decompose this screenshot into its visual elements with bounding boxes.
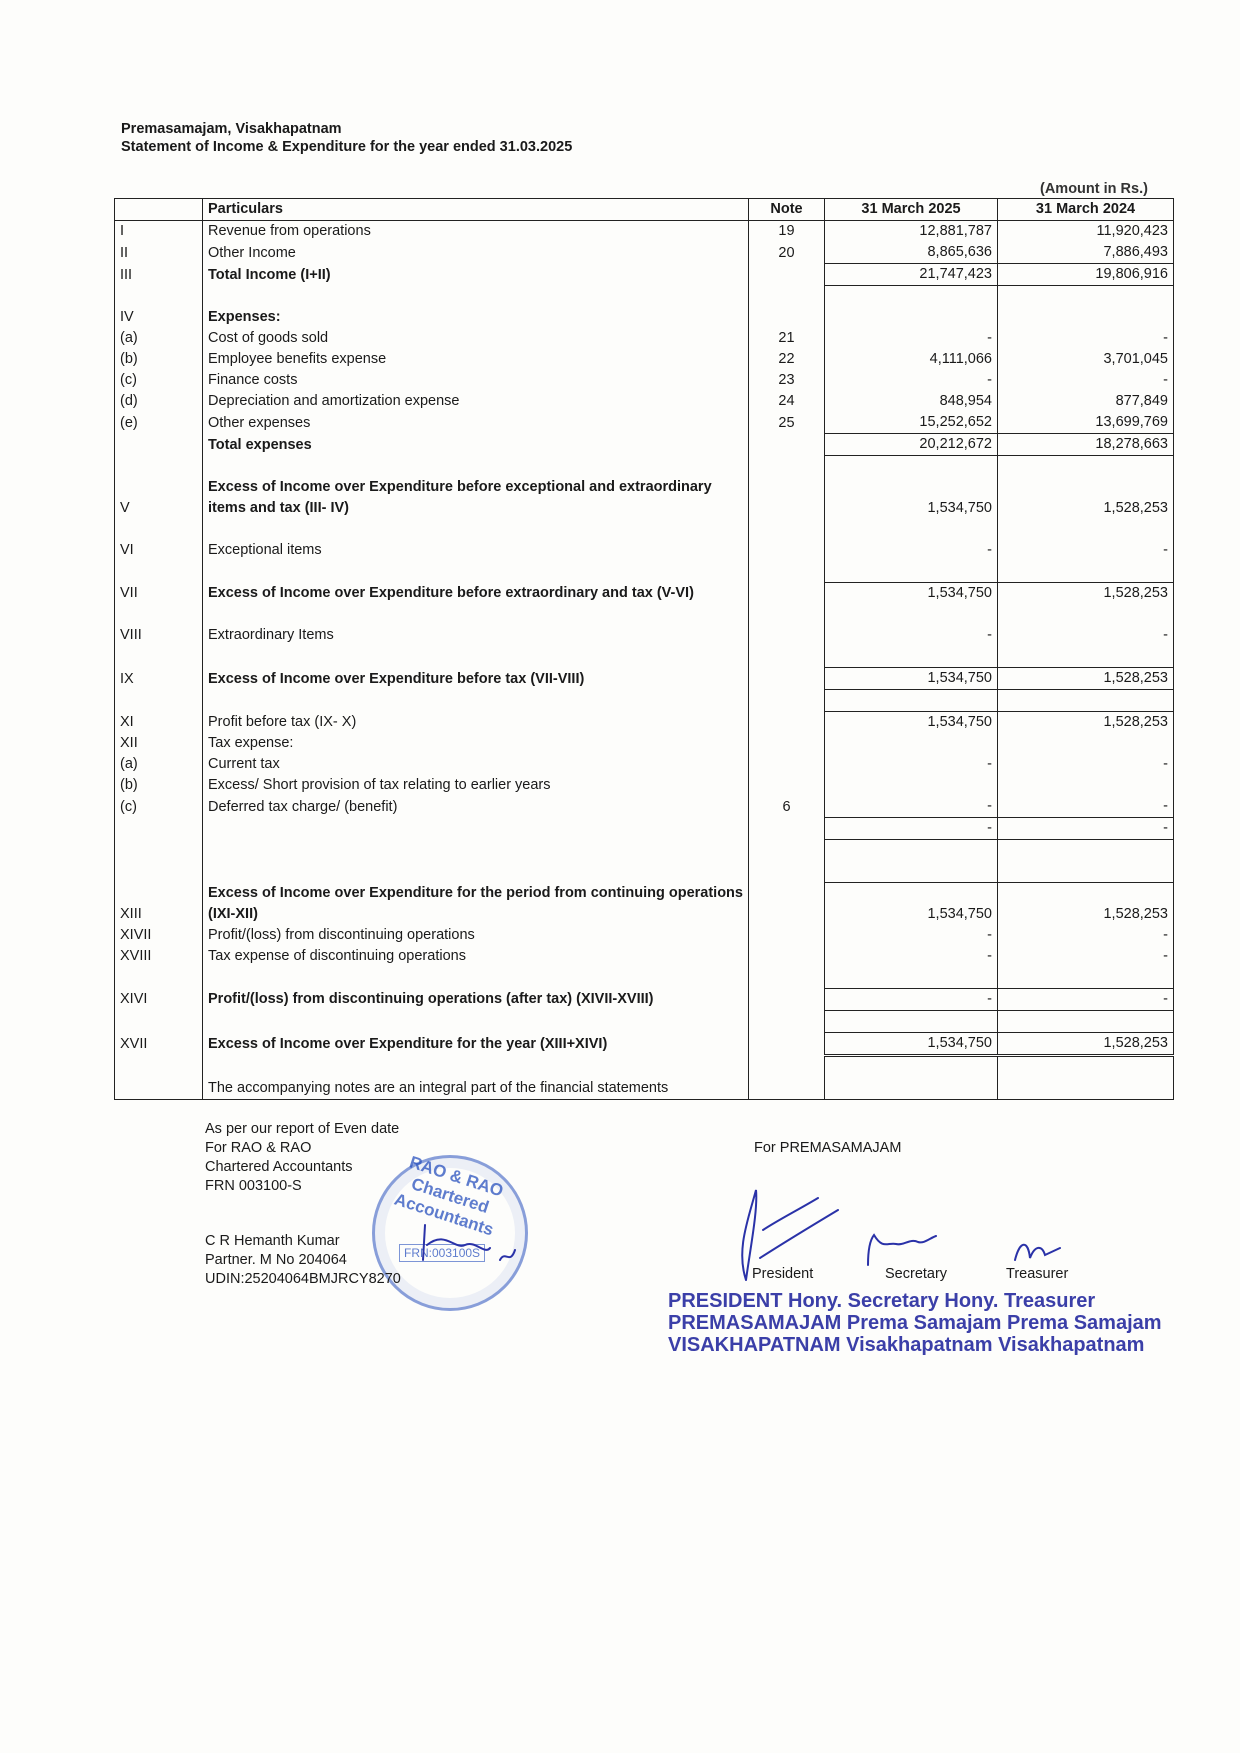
row-particulars: Extraordinary Items [203, 625, 749, 646]
row-particulars: Other expenses [203, 412, 749, 434]
row-amount-2024 [998, 1078, 1174, 1100]
row-note [749, 925, 825, 946]
row-particulars [203, 818, 749, 840]
row-note: 19 [749, 221, 825, 243]
row-amount-2024: 877,849 [998, 391, 1174, 412]
row-number: II [115, 242, 203, 264]
table-row [115, 583, 1174, 605]
table-row [115, 883, 1174, 925]
row-note [749, 818, 825, 840]
stamp-line-titles: PRESIDENT Hony. Secretary Hony. Treasurer [668, 1290, 1096, 1312]
table-row [115, 434, 1174, 456]
stamp-line-city: VISAKHAPATNAM Visakhapatnam Visakhapatnam [668, 1334, 1145, 1356]
row-note: 21 [749, 328, 825, 349]
row-amount-2024: - [998, 370, 1174, 391]
row-note [749, 754, 825, 775]
row-particulars: Excess of Income over Expenditure before extraordinary and tax (V-VI) [203, 583, 749, 605]
row-particulars: Cost of goods sold [203, 328, 749, 349]
row-particulars: Excess of Income over Expenditure for the period from continuing operations (IXI-XII) [203, 883, 749, 925]
row-amount-2025: 21,747,423 [825, 264, 998, 286]
row-note: 25 [749, 412, 825, 434]
row-note: 6 [749, 796, 825, 818]
spacer-row [115, 519, 1174, 540]
row-note [749, 988, 825, 1010]
auditor-report-line: As per our report of Even date [205, 1121, 400, 1137]
organization-name: Premasamajam, Visakhapatnam [121, 121, 342, 137]
row-particulars: Revenue from operations [203, 221, 749, 243]
row-amount-2024: - [998, 946, 1174, 967]
row-amount-2025: 1,534,750 [825, 477, 998, 519]
row-particulars: Tax expense of discontinuing operations [203, 946, 749, 967]
row-amount-2025: - [825, 754, 998, 775]
row-number: I [115, 221, 203, 243]
row-particulars: Expenses: [203, 307, 749, 328]
spacer-row [115, 1055, 1174, 1078]
row-amount-2025: - [825, 818, 998, 840]
row-number: XIVI [115, 988, 203, 1010]
table-row [115, 712, 1174, 734]
column-header-particulars: Particulars [203, 199, 749, 221]
auditor-membership: Partner. M No 204064 [205, 1252, 347, 1268]
row-amount-2024: 13,699,769 [998, 412, 1174, 434]
row-amount-2025: 12,881,787 [825, 221, 998, 243]
row-particulars: Profit/(loss) from discontinuing operations (after tax) (XIVII-XVIII) [203, 988, 749, 1010]
row-note: 24 [749, 391, 825, 412]
row-amount-2025 [825, 307, 998, 328]
row-note [749, 434, 825, 456]
row-number [115, 434, 203, 456]
document-header [121, 120, 572, 156]
row-note [749, 1078, 825, 1100]
table-header-row [115, 199, 1174, 221]
statement-title: Statement of Income & Expenditure for the year ended 31.03.2025 [121, 139, 573, 155]
table-row [115, 264, 1174, 286]
secretary-label: Secretary [885, 1266, 948, 1282]
spacer-row [115, 561, 1174, 583]
spacer-row [115, 967, 1174, 989]
treasurer-signature [1010, 1230, 1070, 1270]
row-amount-2024 [998, 733, 1174, 754]
row-particulars: Current tax [203, 754, 749, 775]
table-row [115, 733, 1174, 754]
table-row [115, 946, 1174, 967]
table-row [115, 221, 1174, 243]
row-amount-2024: 1,528,253 [998, 668, 1174, 690]
row-particulars: Exceptional items [203, 540, 749, 561]
row-amount-2025: 1,534,750 [825, 712, 998, 734]
row-amount-2025: - [825, 540, 998, 561]
seal-text: RAO & RAO Chartered Accountants [392, 1152, 506, 1240]
row-amount-2024 [998, 775, 1174, 796]
row-particulars: Profit/(loss) from discontinuing operations [203, 925, 749, 946]
table-row [115, 370, 1174, 391]
row-number: (b) [115, 775, 203, 796]
row-number: (a) [115, 328, 203, 349]
row-note [749, 883, 825, 925]
row-particulars: The accompanying notes are an integral part of the financial statements [203, 1078, 749, 1100]
row-particulars: Employee benefits expense [203, 349, 749, 370]
table-row [115, 412, 1174, 434]
row-note [749, 733, 825, 754]
row-number [115, 1078, 203, 1100]
row-amount-2024: - [998, 328, 1174, 349]
row-amount-2024: 19,806,916 [998, 264, 1174, 286]
row-amount-2025: - [825, 988, 998, 1010]
row-number: XIII [115, 883, 203, 925]
seal-frn: FRN:003100S [399, 1244, 485, 1262]
spacer-row [115, 690, 1174, 712]
row-note: 23 [749, 370, 825, 391]
row-number: VII [115, 583, 203, 605]
auditor-block [205, 1120, 401, 1289]
auditor-designation: Chartered Accountants [205, 1159, 353, 1175]
spacer-row [115, 861, 1174, 883]
row-number: XVIII [115, 946, 203, 967]
table-row [115, 1078, 1174, 1100]
row-particulars: Depreciation and amortization expense [203, 391, 749, 412]
table-row [115, 754, 1174, 775]
row-number: (d) [115, 391, 203, 412]
row-particulars: Excess/ Short provision of tax relating to earlier years [203, 775, 749, 796]
column-header-current-year: 31 March 2025 [825, 199, 998, 221]
auditor-partner-name: C R Hemanth Kumar [205, 1233, 340, 1249]
row-note: 20 [749, 242, 825, 264]
row-note [749, 946, 825, 967]
spacer-row [115, 286, 1174, 308]
table-row [115, 818, 1174, 840]
auditor-firm: For RAO & RAO [205, 1140, 312, 1156]
row-note [749, 540, 825, 561]
row-note [749, 264, 825, 286]
row-amount-2025 [825, 1078, 998, 1100]
row-number: (c) [115, 796, 203, 818]
row-amount-2025: - [825, 796, 998, 818]
row-amount-2025 [825, 775, 998, 796]
row-amount-2025: - [825, 925, 998, 946]
auditor-signature [415, 1220, 525, 1280]
row-number [115, 818, 203, 840]
table-row [115, 925, 1174, 946]
row-particulars: Finance costs [203, 370, 749, 391]
row-number: XVII [115, 1032, 203, 1055]
table-row [115, 477, 1174, 519]
row-amount-2024: 7,886,493 [998, 242, 1174, 264]
row-amount-2025: 20,212,672 [825, 434, 998, 456]
row-number: VIII [115, 625, 203, 646]
row-amount-2025: 4,111,066 [825, 349, 998, 370]
row-particulars: Excess of Income over Expenditure for the year (XIII+XIVI) [203, 1032, 749, 1055]
table-row [115, 796, 1174, 818]
row-particulars: Tax expense: [203, 733, 749, 754]
row-number: XII [115, 733, 203, 754]
spacer-row [115, 840, 1174, 862]
row-amount-2025: - [825, 328, 998, 349]
row-amount-2025: 1,534,750 [825, 1032, 998, 1055]
column-header-number [115, 199, 203, 221]
row-number: XIVII [115, 925, 203, 946]
spacer-row [115, 456, 1174, 478]
row-note [749, 625, 825, 646]
row-note: 22 [749, 349, 825, 370]
row-amount-2025: 848,954 [825, 391, 998, 412]
row-amount-2024: - [998, 796, 1174, 818]
income-expenditure-table [114, 198, 1174, 1100]
row-note [749, 712, 825, 734]
row-amount-2025: 1,534,750 [825, 883, 998, 925]
row-number: IX [115, 668, 203, 690]
row-amount-2024: 18,278,663 [998, 434, 1174, 456]
row-amount-2025: 1,534,750 [825, 668, 998, 690]
table-row [115, 540, 1174, 561]
row-particulars: Other Income [203, 242, 749, 264]
column-header-note: Note [749, 199, 825, 221]
president-label: President [752, 1266, 814, 1282]
table-row [115, 328, 1174, 349]
table-row [115, 307, 1174, 328]
row-note [749, 1032, 825, 1055]
row-particulars: Profit before tax (IX- X) [203, 712, 749, 734]
treasurer-label: Treasurer [1006, 1266, 1069, 1282]
row-note [749, 583, 825, 605]
table-row [115, 391, 1174, 412]
spacer-row [115, 1010, 1174, 1032]
row-particulars: Excess of Income over Expenditure before tax (VII-VIII) [203, 668, 749, 690]
table-row [115, 349, 1174, 370]
row-note [749, 477, 825, 519]
row-number: (e) [115, 412, 203, 434]
row-amount-2024: 3,701,045 [998, 349, 1174, 370]
row-note [749, 307, 825, 328]
stamp-line-organization: PREMASAMAJAM Prema Samajam Prema Samajam [668, 1312, 1162, 1334]
row-number: IV [115, 307, 203, 328]
row-note [749, 668, 825, 690]
row-amount-2024: 1,528,253 [998, 477, 1174, 519]
row-amount-2025 [825, 733, 998, 754]
row-number: VI [115, 540, 203, 561]
for-organization-label: For PREMASAMAJAM [754, 1140, 902, 1156]
row-number: (b) [115, 349, 203, 370]
row-amount-2024: 1,528,253 [998, 883, 1174, 925]
row-amount-2025: - [825, 946, 998, 967]
row-amount-2024: - [998, 754, 1174, 775]
table-row [115, 668, 1174, 690]
row-number: XI [115, 712, 203, 734]
row-note [749, 775, 825, 796]
row-particulars: Deferred tax charge/ (benefit) [203, 796, 749, 818]
table-row [115, 775, 1174, 796]
row-number: (a) [115, 754, 203, 775]
row-amount-2024: - [998, 625, 1174, 646]
row-number: III [115, 264, 203, 286]
table-row [115, 242, 1174, 264]
amount-unit-note: (Amount in Rs.) [1040, 181, 1148, 197]
row-amount-2024: - [998, 988, 1174, 1010]
row-amount-2024: - [998, 540, 1174, 561]
column-header-previous-year: 31 March 2024 [998, 199, 1174, 221]
row-number: V [115, 477, 203, 519]
auditor-udin: UDIN:25204064BMJRCY8270 [205, 1271, 401, 1287]
row-particulars: Total expenses [203, 434, 749, 456]
row-amount-2025: 1,534,750 [825, 583, 998, 605]
spacer-row [115, 604, 1174, 625]
row-amount-2025: 8,865,636 [825, 242, 998, 264]
table-row [115, 625, 1174, 646]
table-row [115, 1032, 1174, 1055]
row-amount-2024: 1,528,253 [998, 712, 1174, 734]
table-row [115, 988, 1174, 1010]
row-amount-2024: 1,528,253 [998, 583, 1174, 605]
row-amount-2025: - [825, 370, 998, 391]
row-particulars: Total Income (I+II) [203, 264, 749, 286]
office-bearer-stamps [668, 1290, 1162, 1356]
row-number: (c) [115, 370, 203, 391]
row-amount-2024: 11,920,423 [998, 221, 1174, 243]
row-amount-2025: 15,252,652 [825, 412, 998, 434]
row-amount-2024: - [998, 925, 1174, 946]
row-amount-2024 [998, 307, 1174, 328]
row-particulars: Excess of Income over Expenditure before exceptional and extraordinary items and tax (III- IV) [203, 477, 749, 519]
row-amount-2024: 1,528,253 [998, 1032, 1174, 1055]
row-amount-2025: - [825, 625, 998, 646]
auditor-frn: FRN 003100-S [205, 1178, 302, 1194]
spacer-row [115, 646, 1174, 668]
row-amount-2024: - [998, 818, 1174, 840]
